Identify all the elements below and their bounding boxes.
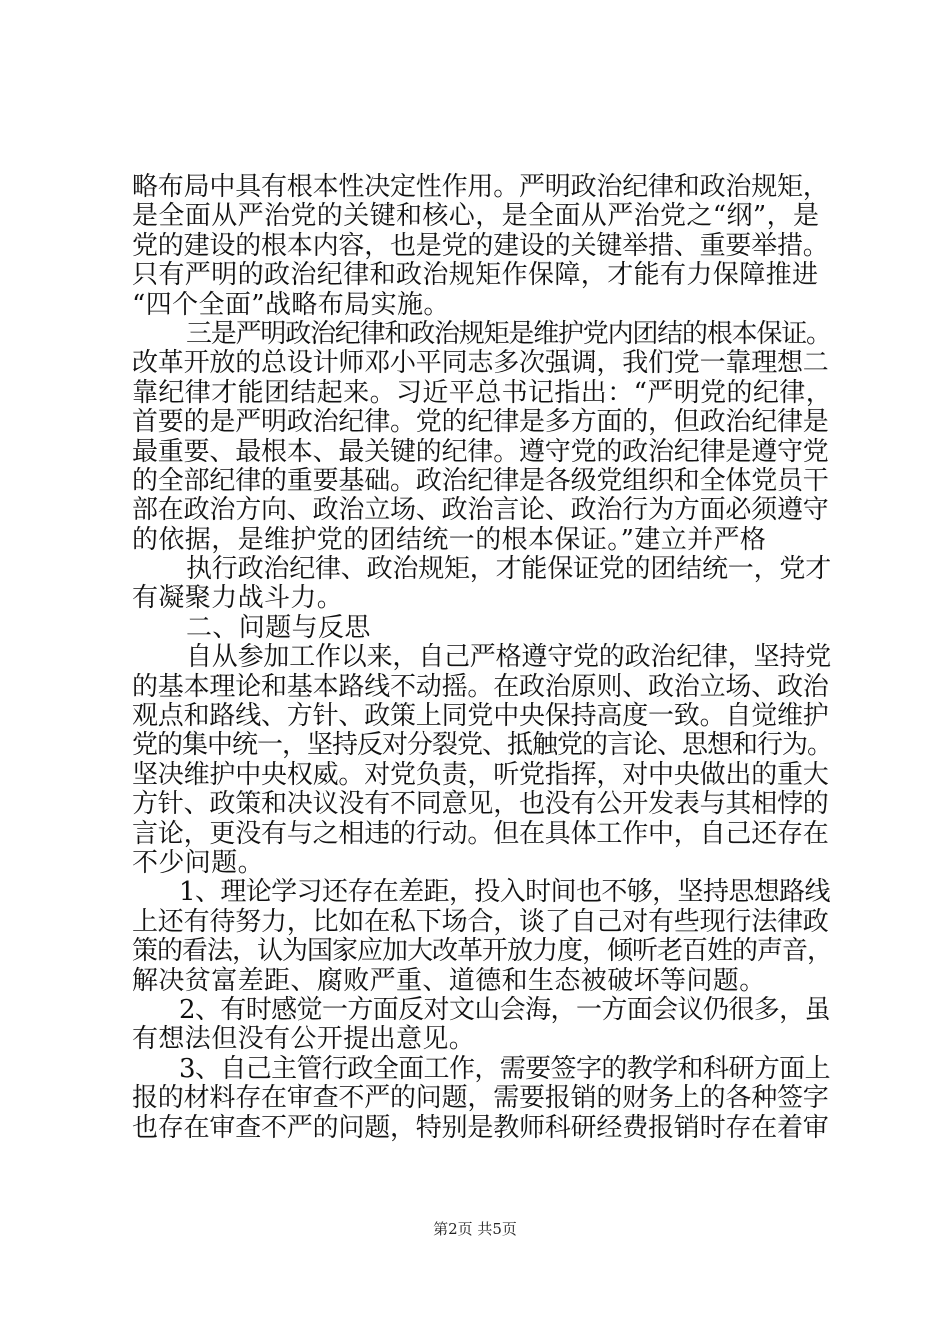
text-line: 2、有时感觉一方面反对文山会海，一方面会议仍很多，虽 [179, 994, 830, 1025]
text-line: 党的集中统一，坚持反对分裂党、抵触党的言论、思想和行为。 [132, 730, 833, 761]
document-body [132, 173, 832, 1143]
text-line: 首要的是严明政治纪律。党的纪律是多方面的，但政治纪律是 [132, 407, 829, 438]
text-line: 坚决维护中央权威。对党负责，听党指挥，对中央做出的重大 [132, 759, 829, 790]
text-line: “四个全面”战略布局实施。 [132, 289, 450, 320]
text-line: 部在政治方向、政治立场、政治言论、政治行为方面必须遵守 [132, 495, 829, 526]
text-line: 也存在审查不严的问题，特别是教师科研经费报销时存在着审 [132, 1112, 829, 1143]
text-line: 3、自己主管行政全面工作，需要签字的教学和科研方面上 [179, 1053, 830, 1084]
text-line: 上还有待努力，比如在私下场合，谈了自己对有些现行法律政 [132, 906, 829, 937]
text-line: 最重要、最根本、最关键的纪律。遵守党的政治纪律是遵守党 [132, 436, 829, 467]
text-line: 有想法但没有公开提出意见。 [132, 1024, 476, 1055]
text-line: 不少问题。 [132, 847, 265, 878]
text-line: 是全面从严治党的关键和核心，是全面从严治党之“纲”，是 [132, 201, 820, 232]
text-line: 方针、政策和决议没有不同意见，也没有公开发表与其相悖的 [132, 789, 829, 820]
text-line: 1、理论学习还存在差距，投入时间也不够，坚持思想路线 [179, 877, 830, 908]
text-line: 执行政治纪律、政治规矩，才能保证党的团结统一，党才 [186, 554, 832, 585]
text-line: 有凝聚力战斗力。 [132, 583, 344, 614]
text-line: 解决贫富差距、腐败严重、道德和生态被破坏等问题。 [132, 965, 766, 996]
text-line: 的依据，是维护党的团结统一的根本保证。”建立并严格 [132, 524, 767, 555]
text-line: 的全部纪律的重要基础。政治纪律是各级党组织和全体党员干 [132, 465, 829, 496]
text-line: 言论，更没有与之相违的行动。但在具体工作中，自己还存在 [132, 818, 829, 849]
text-line: 略布局中具有根本性决定性作用。严明政治纪律和政治规矩， [132, 172, 829, 202]
text-line: 三是严明政治纪律和政治规矩是维护党内团结的根本保证。 [186, 318, 831, 349]
text-line: 二、问题与反思 [186, 612, 371, 643]
page-footer: 第2页 共5页 [433, 1220, 517, 1238]
text-line: 观点和路线、方针、政策上同党中央保持高度一致。自觉维护 [132, 701, 829, 732]
text-line: 改革开放的总设计师邓小平同志多次强调，我们党一靠理想二 [132, 348, 829, 379]
text-line: 靠纪律才能团结起来。习近平总书记指出：“严明党的纪律， [132, 377, 833, 408]
text-line: 只有严明的政治纪律和政治规矩作保障，才能有力保障推进 [132, 260, 819, 291]
text-line: 策的看法，认为国家应加大改革开放力度，倾听老百姓的声音， [132, 936, 833, 967]
text-line: 党的建设的根本内容，也是党的建设的关键举措、重要举措。 [132, 230, 829, 261]
text-line: 报的材料存在审查不严的问题，需要报销的财务上的各种签字 [132, 1083, 829, 1114]
text-line: 的基本理论和基本路线不动摇。在政治原则、政治立场、政治 [132, 671, 829, 702]
text-line: 自从参加工作以来，自己严格遵守党的政治纪律，坚持党 [186, 642, 832, 673]
